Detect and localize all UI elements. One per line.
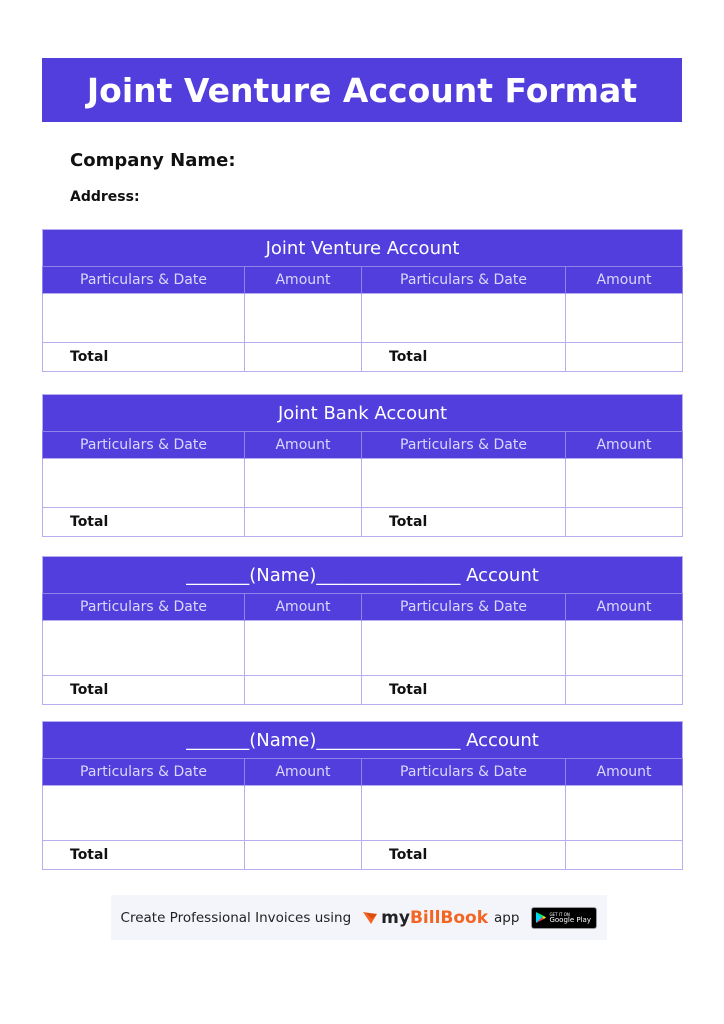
column-header-particulars: Particulars & Date (362, 594, 566, 621)
google-play-icon (536, 912, 546, 923)
total-amount-cell[interactable] (566, 676, 683, 705)
partner-account-table-2 (42, 721, 683, 870)
brand-logo-icon (363, 912, 377, 924)
column-header-particulars: Particulars & Date (43, 432, 245, 459)
entry-cell[interactable] (43, 294, 245, 343)
total-amount-cell[interactable] (566, 343, 683, 372)
badge-large-text: Google Play (549, 915, 591, 924)
entry-cell[interactable] (245, 294, 362, 343)
entry-cell[interactable] (245, 621, 362, 676)
column-header-amount: Amount (566, 267, 683, 294)
table-title: Joint Venture Account (43, 230, 683, 267)
table-title: Joint Bank Account (43, 395, 683, 432)
total-label: Total (362, 343, 566, 372)
company-name-label: Company Name: (70, 150, 236, 171)
promo-text: Create Professional Invoices using (120, 909, 352, 926)
total-row (43, 676, 683, 705)
page-title: Joint Venture Account Format (42, 58, 682, 122)
total-label: Total (362, 508, 566, 537)
entry-cell[interactable] (566, 294, 683, 343)
mybillbook-logo (363, 908, 488, 928)
total-amount-cell[interactable] (245, 841, 362, 870)
total-amount-cell[interactable] (245, 676, 362, 705)
column-header-amount: Amount (245, 267, 362, 294)
table-row (43, 459, 683, 508)
total-label: Total (43, 676, 245, 705)
badge-small-text: GET IT ON (549, 911, 570, 917)
total-label: Total (43, 508, 245, 537)
total-amount-cell[interactable] (566, 508, 683, 537)
column-header-particulars: Particulars & Date (362, 267, 566, 294)
total-label: Total (43, 343, 245, 372)
total-label: Total (43, 841, 245, 870)
total-amount-cell[interactable] (245, 508, 362, 537)
address-label: Address: (70, 189, 140, 205)
joint-venture-account-table (42, 229, 683, 372)
total-amount-cell[interactable] (245, 343, 362, 372)
total-row (43, 841, 683, 870)
entry-cell[interactable] (43, 621, 245, 676)
table-title: _______(Name)________________ Account (43, 557, 683, 594)
column-header-particulars: Particulars & Date (362, 432, 566, 459)
table-row (43, 294, 683, 343)
column-header-particulars: Particulars & Date (43, 759, 245, 786)
total-label: Total (362, 676, 566, 705)
promo-banner[interactable] (111, 895, 607, 940)
column-header-amount: Amount (566, 594, 683, 621)
column-header-amount: Amount (245, 432, 362, 459)
brand-highlight: BillBook (409, 907, 489, 928)
total-row (43, 343, 683, 372)
total-row (43, 508, 683, 537)
column-header-amount: Amount (245, 759, 362, 786)
total-amount-cell[interactable] (566, 841, 683, 870)
entry-cell[interactable] (362, 459, 566, 508)
brand-prefix: my (381, 907, 410, 928)
partner-account-table-1 (42, 556, 683, 705)
promo-suffix: app (494, 909, 520, 926)
entry-cell[interactable] (245, 786, 362, 841)
column-header-particulars: Particulars & Date (362, 759, 566, 786)
column-header-particulars: Particulars & Date (43, 267, 245, 294)
total-label: Total (362, 841, 566, 870)
table-row (43, 786, 683, 841)
entry-cell[interactable] (362, 621, 566, 676)
table-title: _______(Name)________________ Account (43, 722, 683, 759)
joint-bank-account-table (42, 394, 683, 537)
entry-cell[interactable] (566, 459, 683, 508)
entry-cell[interactable] (43, 786, 245, 841)
column-header-particulars: Particulars & Date (43, 594, 245, 621)
entry-cell[interactable] (362, 786, 566, 841)
entry-cell[interactable] (566, 621, 683, 676)
column-header-amount: Amount (566, 759, 683, 786)
entry-cell[interactable] (362, 294, 566, 343)
entry-cell[interactable] (566, 786, 683, 841)
column-header-amount: Amount (566, 432, 683, 459)
entry-cell[interactable] (245, 459, 362, 508)
table-row (43, 621, 683, 676)
column-header-amount: Amount (245, 594, 362, 621)
google-play-badge[interactable] (531, 907, 597, 929)
entry-cell[interactable] (43, 459, 245, 508)
